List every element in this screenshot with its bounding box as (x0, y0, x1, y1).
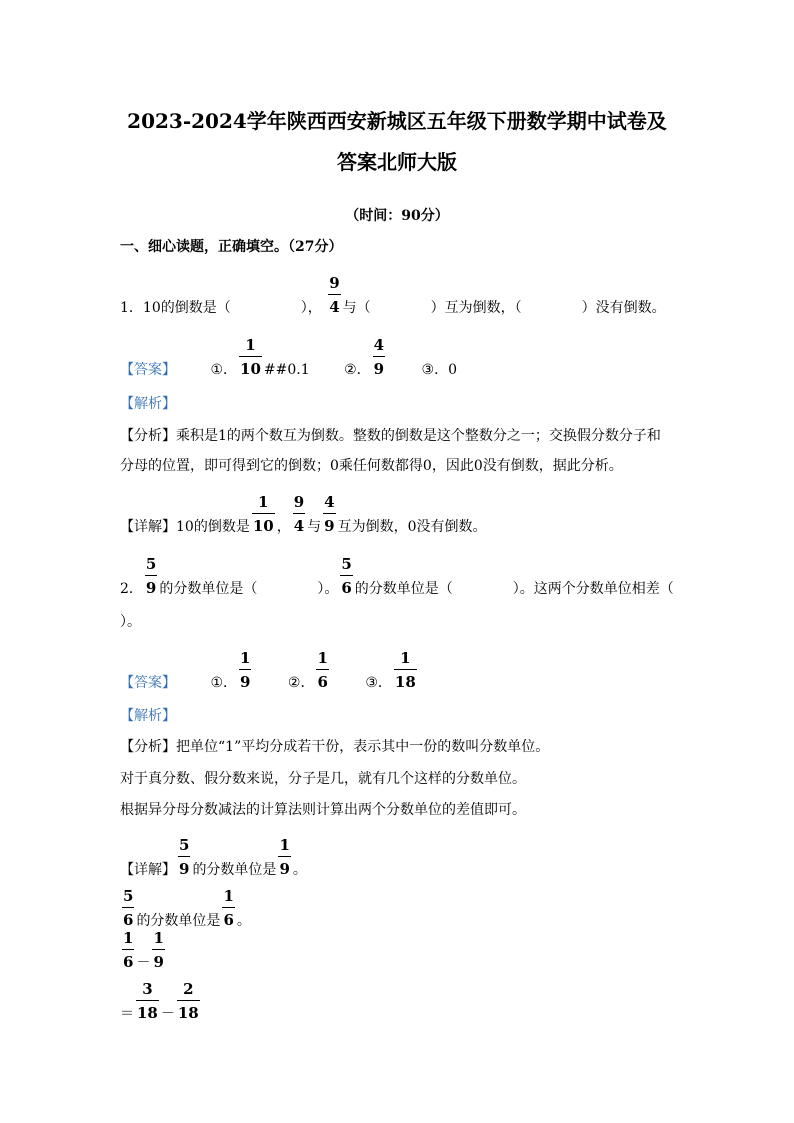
numerator: 5 (145, 555, 157, 573)
numerator: 1 (123, 929, 134, 947)
text-segment: 互为倒数，0没有倒数。 (337, 519, 487, 535)
fenxi-text: 【分析】乘积是1的两个数互为倒数。整数的倒数是这个整数分之一；交换假分数分子和 (120, 428, 661, 444)
numerator: 2 (183, 980, 194, 998)
fraction (122, 888, 134, 929)
denominator: 9 (373, 360, 385, 378)
section-heading: 一、细心读题，正确填空。（27分） (120, 239, 343, 255)
denominator: 6 (123, 953, 134, 971)
doc-title-line1: 2023-2024学年陕西西安新城区五年级下册数学期中试卷及 (127, 109, 667, 133)
fenxi-text: 根据异分母分数减法的计算法则计算出两个分数单位的差值即可。 (120, 802, 526, 818)
denominator: 4 (329, 298, 340, 316)
text-segment: 的分数单位是（ (159, 581, 258, 597)
text-segment: 。 (292, 862, 307, 878)
numerator: 1 (279, 836, 290, 854)
denominator: 9 (153, 953, 164, 971)
denominator: 6 (317, 673, 328, 691)
numerator: 4 (324, 493, 335, 511)
answer-label: 【答案】 (120, 675, 176, 691)
text-segment: ①． (210, 675, 238, 691)
text-segment: ， (276, 519, 291, 535)
answer-label: 【答案】 (120, 362, 176, 378)
text-segment: 。 (236, 913, 251, 929)
text-segment: 的分数单位是 (192, 862, 277, 878)
numerator: 1 (240, 649, 251, 667)
denominator: 18 (137, 1004, 158, 1022)
fraction (152, 930, 164, 971)
detail-2-line3 (120, 930, 167, 972)
text-segment: ）。这两个分数单位相差（ (512, 581, 674, 597)
q-text: ）没有倒数。 (581, 300, 666, 316)
text-segment: 与 (307, 519, 322, 535)
fraction (239, 337, 262, 378)
q-text: 与（ (342, 300, 371, 316)
detail-2-line4 (120, 981, 202, 1023)
fenxi-text: 对于真分数、假分数来说，分子是几，就有几个这样的分数单位。 (120, 771, 526, 787)
q-text: ）互为倒数，（ (430, 300, 522, 316)
fraction (323, 494, 335, 535)
fraction (222, 888, 234, 929)
fraction (328, 275, 340, 316)
fraction (145, 556, 157, 597)
denominator: 9 (240, 673, 251, 691)
answer-1 (120, 337, 457, 379)
numerator: 5 (179, 836, 190, 854)
numerator: 4 (373, 336, 385, 354)
fraction (340, 556, 352, 597)
text-segment: 的分数单位是（ (354, 581, 453, 597)
numerator: 1 (317, 649, 328, 667)
fraction (239, 650, 251, 691)
denominator: 6 (341, 579, 352, 597)
text-segment: ②． (344, 362, 371, 378)
numerator: 9 (293, 493, 305, 511)
denominator: 9 (179, 860, 190, 878)
numerator: 1 (245, 336, 256, 354)
denominator: 9 (279, 860, 290, 878)
fraction (316, 650, 328, 691)
text-segment: － (136, 955, 151, 971)
numerator: 3 (142, 980, 153, 998)
text-segment: 0 (448, 362, 458, 378)
analysis-label: 【解析】 (120, 396, 176, 412)
numerator: 5 (341, 555, 352, 573)
fraction (177, 981, 200, 1022)
detail-2-line1 (120, 837, 307, 879)
fraction (252, 494, 275, 535)
q2-text-end: ）。 (120, 614, 141, 630)
fraction (278, 837, 290, 878)
fenxi-text: 分母的位置，即可得到它的倒数；0乘任何数都得0，因此0没有倒数，据此分析。 (120, 458, 623, 474)
denominator: 9 (145, 579, 157, 597)
text-segment: ＝ (120, 1006, 134, 1022)
denominator: 9 (324, 517, 335, 535)
text-segment: ①． (210, 362, 238, 378)
answer-2 (120, 650, 419, 692)
numerator: 1 (223, 887, 234, 905)
numerator: 5 (123, 887, 134, 905)
answer-alt: ##0.1 (263, 362, 310, 378)
text-segment: 【详解】10的倒数是 (120, 519, 250, 535)
numerator: 1 (153, 929, 164, 947)
fraction (136, 981, 159, 1022)
detail-1 (120, 494, 487, 536)
denominator: 10 (252, 517, 274, 535)
fraction (122, 930, 134, 971)
question-1 (120, 275, 666, 317)
fenxi-text: 【分析】把单位“1”平均分成若干份，表示其中一份的数叫分数单位。 (120, 739, 550, 755)
detail-2-line2 (120, 888, 251, 930)
denominator: 6 (123, 911, 134, 929)
numerator: 1 (400, 649, 411, 667)
numerator: 1 (258, 493, 269, 511)
denominator: 18 (394, 673, 416, 691)
text-segment: 2． (120, 581, 143, 597)
text-segment: － (160, 1006, 175, 1022)
text-segment: ②． (287, 675, 315, 691)
denominator: 18 (177, 1004, 199, 1022)
fraction (293, 494, 305, 535)
fraction (394, 650, 417, 691)
question-2 (120, 556, 674, 598)
fraction (373, 337, 385, 378)
text-segment: 【详解】 (120, 862, 176, 878)
text-segment: ）。 (317, 581, 339, 597)
q-text: ）， (300, 300, 322, 316)
numerator: 9 (329, 274, 340, 292)
text-segment: ③． (421, 362, 449, 378)
exam-time: （时间：90分） (345, 208, 449, 224)
fraction (178, 837, 190, 878)
analysis-label: 【解析】 (120, 708, 176, 724)
text-segment: 的分数单位是 (136, 913, 221, 929)
denominator: 4 (293, 517, 305, 535)
denominator: 6 (223, 911, 234, 929)
text-segment: ③． (365, 675, 392, 691)
denominator: 10 (240, 360, 261, 378)
q-text: 1．10的倒数是（ (120, 300, 231, 316)
doc-title-line2: 答案北师大版 (337, 150, 457, 174)
